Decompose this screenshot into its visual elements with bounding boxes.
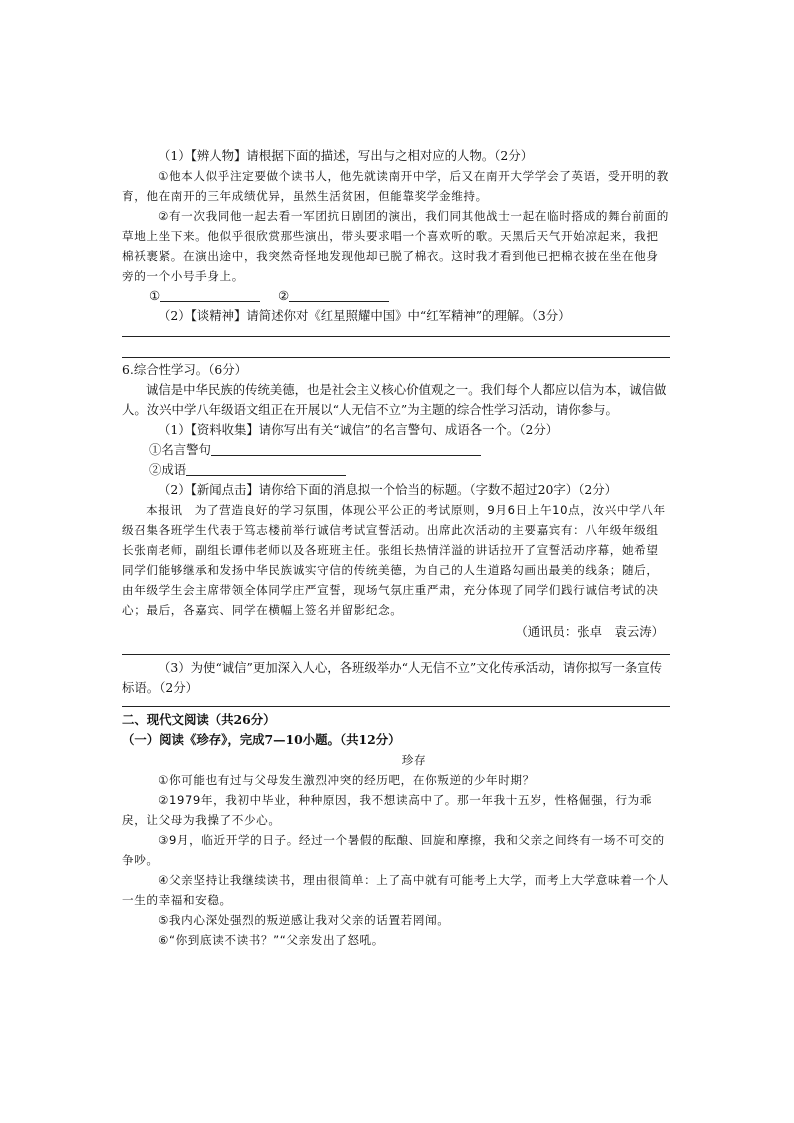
- q5-desc2: ②有一次我同他一起去看一军团抗日剧团的演出，我们同其他战士一起在临时搭成的舞台前面的草地上坐下来。他似乎很欣赏那些演出，带头要求唱一个喜欢听的歌。天黑后天气开始凉起来，我把棉袄裹紧。在演出途中，我突然奇怪地发现他却已脱了棉衣。这时我才看到他已把棉衣披在坐在他身旁的一个小号手身上。: [122, 209, 669, 283]
- reading-part1: （一）阅读《珍存》，完成7—10小题。（共12分）: [122, 732, 401, 747]
- q5-sub2: （2）【谈精神】请简述你对《红星照耀中国》中“红军精神”的理解。（3分）: [158, 308, 571, 323]
- blank-label-2: ②: [278, 288, 290, 303]
- answer-line[interactable]: [122, 654, 670, 655]
- q6-line1: [122, 440, 670, 460]
- q6-title: 6.综合性学习。（6分）: [122, 362, 248, 377]
- q5-desc1: ①他本人似乎注定要做个读书人，他先就读南开中学，后又在南开大学学会了英语，受开明的教育，他在南开的三年成绩优异，虽然生活贫困，但能靠奖学金维持。: [122, 169, 669, 203]
- motto-label: ①名言警句: [149, 442, 211, 457]
- q6-line2: [122, 460, 670, 480]
- section2-heading: 二、现代文阅读（共26分）: [122, 712, 276, 727]
- q5-answer-blanks: [122, 286, 670, 306]
- article-title: 珍存: [401, 753, 427, 767]
- article-para: ⑤我内心深处强烈的叛逆感让我对父亲的话置若罔闻。: [158, 913, 450, 927]
- idiom-label: ②成语: [149, 462, 187, 477]
- article-para: ④父亲坚持让我继续读书，理由很简单：上了高中就有可能考上大学，而考上大学意味着一个人一生的幸福和安稳。: [122, 873, 669, 907]
- answer-line[interactable]: [122, 706, 670, 707]
- article-para: ①你可能也有过与父母发生激烈冲突的经历吧，在你叛逆的少年时期？: [158, 773, 535, 787]
- answer-blank-2[interactable]: [289, 288, 389, 302]
- article-para: ⑥“你到底读不读书？”“父亲发出了怒吼。: [158, 933, 384, 947]
- q6-intro: 诚信是中华民族的传统美德，也是社会主义核心价值观之一。我们每个人都应以信为本，诚信做人。汝兴中学八年级语文组正在开展以“人无信不立”为主题的综合性学习活动，请你参与。: [122, 382, 667, 417]
- news-byline: （通讯员：张卓 袁云涛）: [515, 624, 664, 639]
- answer-line[interactable]: [122, 357, 670, 358]
- answer-blank-1[interactable]: [160, 288, 260, 302]
- idiom-blank[interactable]: [186, 462, 346, 476]
- q6-sub3: （3）为使“诚信”更加深入人心，各班级举办“人无信不立”文化传承活动，请你拟写一条宣传标语。（2分）: [122, 660, 663, 695]
- q6-sub2: （2）【新闻点击】请你给下面的消息拟一个恰当的标题。（字数不超过20字）（2分）: [158, 482, 617, 497]
- answer-line[interactable]: [122, 336, 670, 337]
- exam-page: [122, 146, 670, 950]
- blank-label-1: ①: [149, 288, 161, 303]
- article-para: ③9月，临近开学的日子。经过一个暑假的酝酿、回旋和摩擦，我和父亲之间终有一场不可交的争吵。: [122, 833, 665, 867]
- motto-blank[interactable]: [211, 442, 481, 456]
- q6-sub1: （1）【资料收集】请你写出有关“诚信”的名言警句、成语各一个。（2分）: [158, 422, 559, 437]
- q5-sub1: （1）【辨人物】请根据下面的描述，写出与之相对应的人物。（2分）: [158, 148, 534, 163]
- article-para: ②1979年，我初中毕业，种种原因，我不想读高中了。那一年我十五岁，性格倔强，行为乖戾，让父母为我操了不少心。: [122, 793, 653, 827]
- news-text: 本报讯 为了营造良好的学习氛围，体现公平公正的考试原则，9月6日上午10点，汝兴中学八年级召集各班学生代表于笃志楼前举行诚信考试宣誓活动。出席此次活动的主要嘉宾有：八年级年级组长张南老师，副组长谭伟老师以及各班班主任。张组长热情洋溢的讲话拉开了宣誓活动序幕，她希望同学们能够继承和发扬中华民族诚实守信的传统美德，为自己的人生道路勾画出最美的线条；随后，由年级学生会主席带领全体同学庄严宣誓，现场气氛庄重严肃，充分体现了同学们践行诚信考试的决心；最后，各嘉宾、同学在横幅上签名并留影纪念。: [122, 503, 666, 617]
